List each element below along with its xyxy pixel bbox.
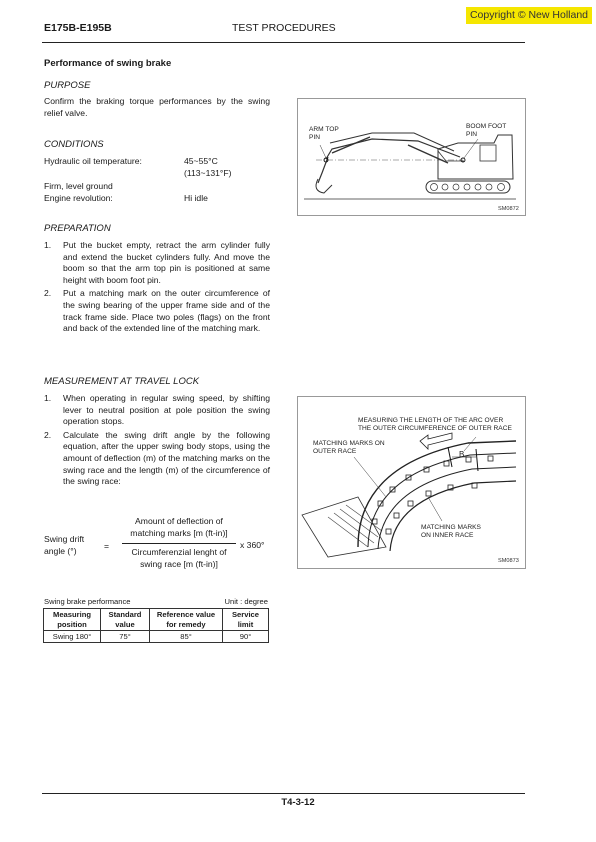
formula-lhs-line2: angle (°) — [44, 546, 77, 556]
boom — [326, 139, 460, 159]
fraction-bar — [122, 543, 236, 544]
engine-value: Hi idle — [184, 193, 208, 203]
table-caption: Swing brake performance — [44, 597, 131, 606]
conditions-heading: CONDITIONS — [44, 139, 104, 150]
excavator-illustration — [298, 99, 525, 215]
list-item — [44, 240, 270, 286]
list-text: Calculate the swing drift angle by the following equation, after the upper swing body stops, using the amount of deflection (m) of the matching marks on the swing race and the length (m) of the circumference of the swing race: — [63, 429, 270, 487]
formula-denominator-line2: swing race [m (ft-in)] — [140, 559, 218, 569]
inner-mark — [476, 449, 478, 471]
formula-numerator-line2: matching marks [m (ft-in)] — [130, 528, 228, 538]
formula-equals: = — [104, 541, 110, 551]
inner-marks-leader — [428, 497, 442, 521]
arm-top-pin-label: ARM TOP PIN — [309, 126, 339, 141]
section-title: Performance of swing brake — [44, 58, 172, 69]
purpose-heading: PURPOSE — [44, 80, 91, 91]
header-rule — [42, 42, 525, 43]
race-bolts — [372, 456, 493, 534]
oil-temp-celsius: 45~55°C — [184, 156, 218, 166]
formula-multiplier: x 360° — [240, 540, 265, 550]
swing-direction-arrow — [420, 433, 452, 449]
engine-label: Engine revolution: — [44, 193, 113, 203]
swing-brake-table — [43, 608, 269, 643]
purpose-text: Confirm the braking torque performances by the swing relief valve. — [44, 96, 270, 118]
cab — [480, 145, 496, 161]
figure-code: SM0872 — [498, 206, 519, 212]
list-item — [44, 288, 270, 334]
boom-foot-pin-label: BOOM FOOT PIN — [466, 123, 507, 138]
outer-marks-leader — [354, 457, 386, 497]
column-header: Reference value for remedy — [150, 609, 223, 631]
boom-upper-edge — [330, 133, 454, 151]
chapter-title: TEST PROCEDURES — [232, 22, 336, 34]
page-number: T4-3-12 — [281, 797, 315, 808]
table-row — [44, 631, 269, 643]
table-cell: 75° — [101, 631, 150, 643]
arm-leader — [320, 145, 326, 158]
boom-leader — [464, 139, 478, 158]
column-header: Service limit — [223, 609, 269, 631]
track-frame-part — [302, 497, 386, 557]
table-unit: Unit : degree — [224, 597, 268, 606]
formula-numerator-line1: Amount of deflection of — [135, 516, 223, 526]
measurement-heading: MEASUREMENT AT TRAVEL LOCK — [44, 376, 200, 387]
list-number: 1. — [44, 393, 52, 403]
measurement-list — [44, 393, 270, 490]
preparation-heading: PREPARATION — [44, 223, 111, 234]
ground-condition: Firm, level ground — [44, 181, 113, 191]
copyright-badge: Copyright © New Holland — [466, 7, 592, 24]
list-number: 2. — [44, 288, 52, 299]
outer-marks-label: MATCHING MARKS ON OUTER RACE — [313, 440, 385, 455]
preparation-list — [44, 240, 270, 337]
arm — [318, 157, 328, 183]
list-item — [44, 393, 270, 428]
oil-temp-fahrenheit: (113~131°F) — [184, 168, 232, 178]
swing-bearing-figure — [297, 396, 526, 569]
list-number: 1. — [44, 240, 52, 250]
table-cell: 90° — [223, 631, 269, 643]
list-text: Put a matching mark on the outer circumference of the swing bearing of the upper frame side and of the track frame side. Place two poles (flags) on the front and back of the extended line of the matching mark. — [63, 288, 270, 334]
list-number: 2. — [44, 429, 52, 440]
track-rollers — [431, 184, 505, 191]
upper-structure — [438, 135, 513, 179]
excavator-figure — [297, 98, 526, 216]
formula-lhs-line1: Swing drift — [44, 534, 85, 544]
oil-temp-label: Hydraulic oil temperature: — [44, 156, 142, 166]
arc-measurement-label: MEASURING THE LENGTH OF THE ARC OVER THE OUTER CIRCUMFERENCE OF OUTER RACE — [358, 417, 512, 432]
list-text: When operating in regular swing speed, by shifting lever to neutral position at pole position the swing operation stops. — [63, 393, 270, 427]
inner-race-inner-edge — [390, 481, 516, 551]
column-header: Measuring position — [44, 609, 101, 631]
document-model: E175B-E195B — [44, 22, 112, 34]
table-header-row — [44, 609, 269, 631]
footer-rule — [42, 793, 525, 794]
dimension-b-label: B — [459, 450, 465, 459]
figure-code: SM0873 — [498, 558, 519, 564]
list-item — [44, 430, 270, 488]
column-header: Standard value — [101, 609, 150, 631]
list-text: Put the bucket empty, retract the arm cylinder fully and extend the bucket cylinders fully. And move the boom so that the arm top pin is positioned at same height with boom foot pin. — [63, 240, 270, 285]
formula-denominator-line1: Circumferenzial lenght of — [131, 547, 227, 557]
inner-marks-label: MATCHING MARKS ON INNER RACE — [421, 524, 481, 539]
table-cell: 85° — [150, 631, 223, 643]
table-cell: Swing 180° — [44, 631, 101, 643]
